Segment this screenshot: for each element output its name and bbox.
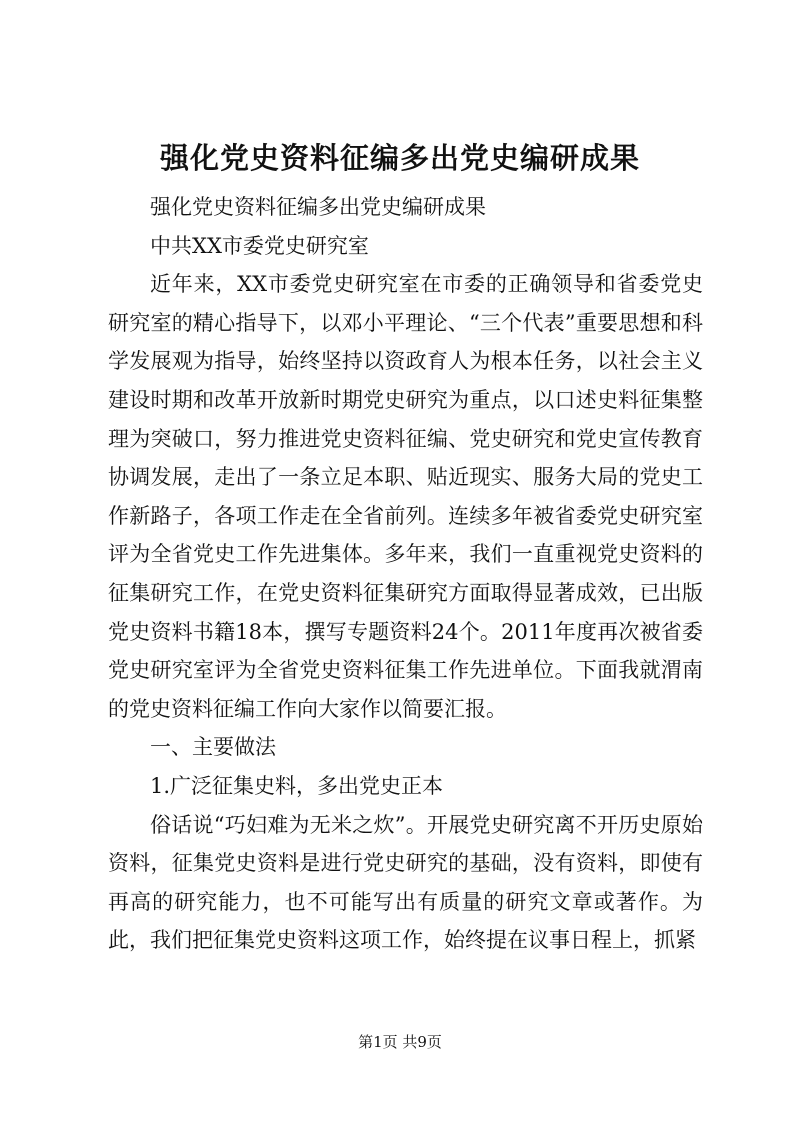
- section-heading: 一、主要做法: [150, 735, 276, 760]
- page-number: 第1页: [358, 1033, 398, 1051]
- document-title: 强化党史资料征编多出党史编研成果: [159, 141, 640, 175]
- document-body: [108, 188, 703, 960]
- body-paragraph: 俗话说“巧妇难为无米之炊”。开展党史研究离不开历史原始资料，征集党史资料是进行党史研究的基础，没有资料，即使有再高的研究能力，也不可能写出有质量的研究文章或著作。为此，我们把征集党史资料这项工作，始终提在议事日程上，抓紧: [108, 812, 703, 953]
- subsection-heading: 1.广泛征集史料，多出党史正本: [150, 773, 444, 798]
- page-total: 共9页: [402, 1033, 442, 1051]
- author-paragraph: 中共XX市委党史研究室: [150, 233, 369, 258]
- page-footer: [0, 1032, 800, 1052]
- subtitle-paragraph: 强化党史资料征编多出党史编研成果: [150, 195, 486, 219]
- intro-paragraph: 近年来，XX市委党史研究室在市委的正确领导和省委党史研究室的精心指导下，以邓小平理论、“三个代表”重要思想和科学发展观为指导，始终坚持以资政育人为根本任务，以社会主义建设时期和改革开放新时期党史研究为重点，以口述史料征集整理为突破口，努力推进党史资料征编、党史研究和党史宣传教育协调发展，走出了一条立足本职、贴近现实、服务大局的党史工作新路子，各项工作走在全省前列。连续多年被省委党史研究室评为全省党史工作先进集体。多年来，我们一直重视党史资料的征集研究工作，在党史资料征集研究方面取得显著成效，已出版党史资料书籍18本，撰写专题资料24个。2011年度再次被省委党史研究室评为全省党史资料征集工作先进单位。下面我就渭南的党史资料征编工作向大家作以简要汇报。: [108, 272, 703, 721]
